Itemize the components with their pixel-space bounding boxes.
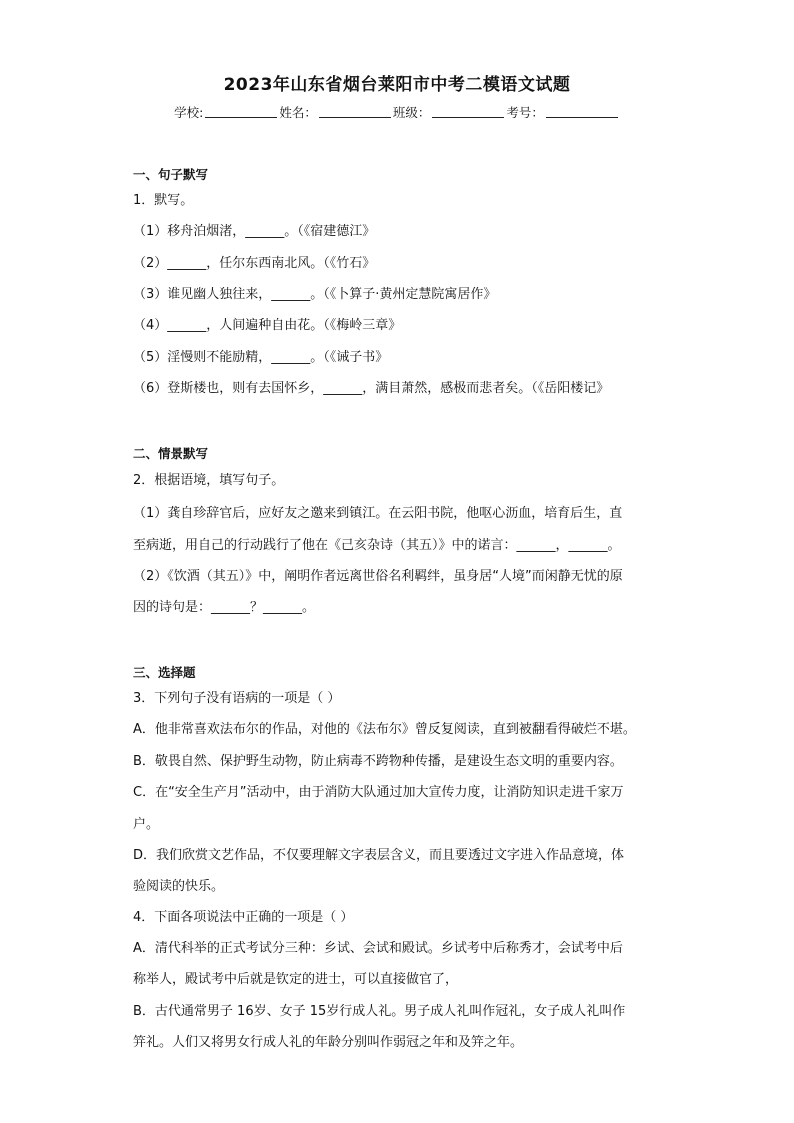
class-label: 班级：	[392, 105, 431, 120]
section-heading-1: 一、句子默写	[133, 167, 209, 182]
question-3-option-d-line-2: 验阅读的快乐。	[133, 879, 225, 894]
question-3-option-c-line-2: 户。	[133, 817, 160, 832]
question-2-item-1-line-2: 至病逝，用自己的行动践行了他在《己亥杂诗（其五）》中的诺言：______，______。	[133, 538, 621, 553]
question-4-option-b-line-1: B．古代通常男子 16岁、女子 15岁行成人礼。男子成人礼叫作冠礼，女子成人礼叫作	[133, 1004, 626, 1019]
question-3-option-c-line-1: C．在“安全生产月”活动中，由于消防大队通过加大宣传力度，让消防知识走进千家万	[133, 785, 624, 800]
school-label: 学校:	[174, 105, 204, 120]
question-1-item-5: （5）淫慢则不能励精，______。（《诫子书》	[133, 350, 389, 365]
page-title: 2023年山东省烟台莱阳市中考二模语文试题	[223, 75, 571, 95]
question-4-option-b-line-2: 笄礼。人们又将男女行成人礼的年龄分别叫作弱冠之年和及笄之年。	[133, 1035, 524, 1050]
question-1: 1．默写。	[133, 193, 194, 208]
exam-no-label: 考号：	[506, 105, 544, 120]
question-1-item-6: （6）登斯楼也，则有去国怀乡，______，满目萧然，感极而悲者矣。（《岳阳楼记》	[133, 381, 610, 396]
question-4: 4．下面各项说法中正确的一项是（ ）	[133, 910, 354, 925]
school-blank[interactable]	[205, 105, 277, 118]
question-1-item-1: （1）移舟泊烟渚，______。（《宿建德江》	[133, 224, 376, 239]
section-heading-3: 三、选择题	[133, 665, 196, 680]
question-4-option-a-line-1: A．清代科举的正式考试分三种：乡试、会试和殿试。乡试考中后称秀才，会试考中后	[133, 941, 623, 956]
section-heading-2: 二、情景默写	[133, 446, 209, 461]
question-4-option-a-line-2: 称举人，殿试考中后就是钦定的进士，可以直接做官了，	[133, 972, 459, 987]
question-1-item-3: （3）谁见幽人独往来，______。（《卜算子·黄州定慧院寓居作》	[133, 287, 497, 302]
exam-no-blank[interactable]	[546, 105, 618, 118]
question-2: 2．根据语境，填写句子。	[133, 473, 285, 488]
student-info-line	[0, 103, 794, 121]
question-3-option-a: A．他非常喜欢法布尔的作品，对他的《法布尔》曾反复阅读，直到被翻看得破烂不堪。	[133, 722, 636, 737]
question-1-item-4: （4）______，人间遍种自由花。（《梅岭三章》	[133, 318, 402, 333]
question-2-item-2-line-2: 因的诗句是：______？______。	[133, 600, 316, 615]
name-blank[interactable]	[319, 105, 391, 118]
question-3-option-b: B．敬畏自然、保护野生动物，防止病毒不跨物种传播，是建设生态文明的重要内容。	[133, 754, 623, 769]
question-2-item-1-line-1: （1）龚自珍辞官后，应好友之邀来到镇江。在云阳书院，他呕心沥血，培育后生，直	[133, 506, 623, 521]
question-3-option-d-line-1: D．我们欣赏文艺作品，不仅要理解文字表层含义，而且要透过文字进入作品意境，体	[133, 848, 625, 863]
question-1-item-2: （2）______，任尔东西南北风。（《竹石》	[133, 256, 376, 271]
class-blank[interactable]	[432, 105, 504, 118]
name-label: 姓名：	[279, 105, 317, 120]
question-2-item-2-line-1: （2）《饮酒（其五）》中，阐明作者远离世俗名利羁绊，虽身居“人境”而闲静无忧的原	[133, 569, 623, 584]
question-3: 3．下列句子没有语病的一项是（ ）	[133, 691, 341, 706]
